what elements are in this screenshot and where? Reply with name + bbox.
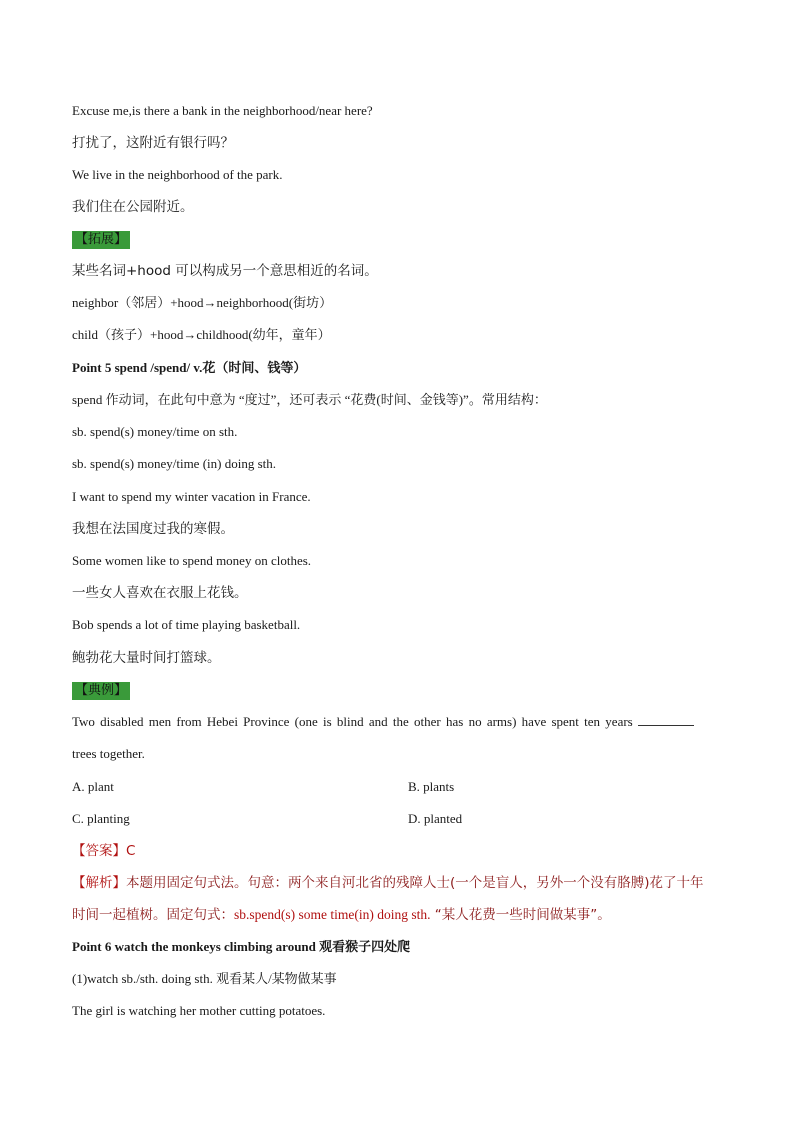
line-8: spend 作动词，在此句中意为 “度过”，还可表示 “花费(时间、金钱等)”。常用结构： — [72, 392, 547, 407]
option-d: D. planted — [408, 811, 463, 826]
line-18: The girl is watching her mother cutting potatoes. — [72, 1003, 326, 1018]
question-text: Two disabled men from Hebei Province (one is blind and the other has no arms) have spent ten years — [72, 714, 633, 729]
line-13: Some women like to spend money on clothes. — [72, 553, 312, 568]
analysis-line-1 — [72, 874, 704, 892]
line-9: sb. spend(s) money/time on sth. — [72, 424, 238, 439]
answer-line — [72, 842, 135, 860]
answer-blank — [638, 713, 694, 726]
line-4: 我们住在公园附近。 — [72, 199, 194, 215]
line-15: Bob spends a lot of time playing basketball. — [72, 617, 301, 632]
line-1: Excuse me,is there a bank in the neighborhood/near here? — [72, 103, 373, 118]
point-6-heading: Point 6 watch the monkeys climbing around 观看猴子四处爬 — [72, 939, 411, 954]
tag-dianli — [72, 681, 130, 700]
answer-tag: 【答案】 — [72, 843, 126, 859]
analysis-tag: 【解析】 — [72, 875, 126, 891]
analysis-text-2c: “某人花费一些时间做某事”。 — [430, 907, 611, 923]
answer-value: C — [126, 843, 136, 859]
option-b: B. plants — [408, 779, 455, 794]
analysis-line-2 — [72, 906, 611, 924]
point-5-heading: Point 5 spend /spend/ v.花（时间、钱等） — [72, 360, 307, 375]
option-a: A. plant — [72, 779, 114, 794]
tuozhan-label: 【拓展】 — [72, 231, 130, 249]
analysis-text-1: 本题用固定句式法。句意：两个来自河北省的残障人士(一个是盲人，另外一个没有胳膊)花了十年 — [126, 875, 704, 891]
line-6: neighbor（邻居）+hood→neighborhood(街坊） — [72, 295, 333, 310]
line-7: child（孩子）+hood→childhood(幼年，童年） — [72, 327, 331, 342]
option-c: C. planting — [72, 811, 130, 826]
analysis-text-2a: 时间一起植树。固定句式： — [72, 907, 234, 923]
line-3: We live in the neighborhood of the park. — [72, 167, 283, 182]
line-16: 鲍勃花大量时间打篮球。 — [72, 650, 221, 666]
question-line-1 — [72, 713, 694, 731]
analysis-pattern: sb.spend(s) some time(in) doing sth. — [234, 907, 431, 922]
line-12: 我想在法国度过我的寒假。 — [72, 521, 234, 537]
dianli-label: 【典例】 — [72, 682, 130, 700]
line-5: 某些名词+hood 可以构成另一个意思相近的名词。 — [72, 263, 378, 279]
tag-tuozhan — [72, 230, 130, 249]
line-10: sb. spend(s) money/time (in) doing sth. — [72, 456, 277, 471]
line-11: I want to spend my winter vacation in France. — [72, 489, 311, 504]
line-17: (1)watch sb./sth. doing sth. 观看某人/某物做某事 — [72, 971, 337, 986]
line-2: 打扰了，这附近有银行吗？ — [72, 135, 234, 151]
question-line-2: trees together. — [72, 746, 145, 761]
line-14: 一些女人喜欢在衣服上花钱。 — [72, 585, 248, 601]
